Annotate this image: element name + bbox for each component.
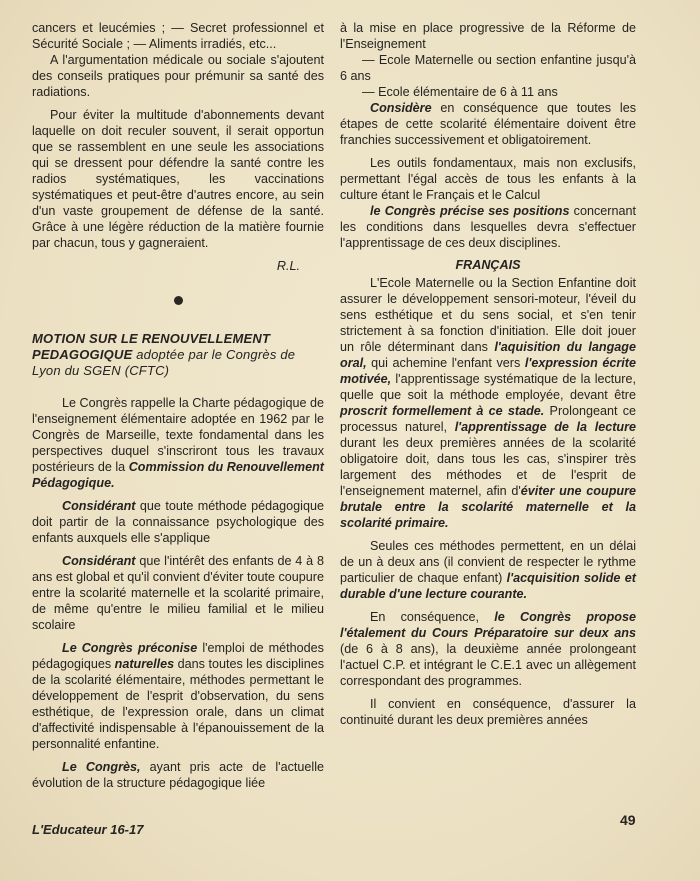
paragraph: A l'argumentation médicale ou sociale s'ajoutent des conseils pratiques pour prémunir sa santé des radiations. [32, 53, 324, 99]
emphasis: Considère [370, 101, 432, 115]
emphasis: éviter une coupure brutale entre la scolarité maternelle et la scolarité primaire. [340, 484, 636, 530]
paragraph [32, 498, 324, 546]
text: ayant pris acte de l'actuelle évolution de la structure pédagogique liée [32, 760, 324, 790]
emphasis: Commission du Renouvellement Pédagogique. [32, 460, 324, 490]
text: En conséquence, [370, 610, 495, 624]
emphasis: Considérant [62, 499, 136, 513]
paragraph: à la mise en place progressive de la Réforme de l'Enseignement [340, 21, 636, 51]
text: L'Ecole Maternelle ou la Section Enfantine doit assurer le développement sensori-moteur, l'éveil du sens esthétique et du sens social, et s'en tenir strictement à sa fonction d'initiation. Elle doit jouer un rôle déterminant dans [340, 276, 636, 354]
paragraph [340, 100, 636, 148]
text: qui achemine l'enfant vers [366, 356, 525, 370]
text: Seules ces méthodes permettent, en un délai de un à deux ans (il convient de respecter le rythme particulier de chaque enfant) [340, 539, 636, 585]
motion-subtitle: adoptée par le Congrès de Lyon du SGEN (CFTC) [32, 347, 296, 378]
left-column [32, 20, 324, 791]
paragraph: Il convient en conséquence, d'assurer la continuité durant les deux premières années [340, 697, 636, 727]
paragraph [340, 275, 636, 531]
emphasis: naturelles [114, 657, 175, 671]
text: l'emploi de méthodes pédagogiques [32, 641, 324, 671]
text: concernant les conditions dans lesquelles devra s'effectuer l'apprentissage de ces deux disciplines. [340, 204, 636, 250]
emphasis: l'acquisition solide et durable d'une lecture courante. [340, 571, 636, 601]
paragraph: cancers et leucémies ; — Secret professionnel et Sécurité Sociale ; — Aliments irradiés, etc... [32, 21, 324, 51]
text: que toute méthode pédagogique doit partir de la connaissance psychologique des enfants auxquels elle s'applique [32, 499, 324, 545]
paragraph [340, 203, 636, 251]
emphasis: l'expression écrite motivée, [340, 356, 636, 386]
journal-name: L'Educateur 16-17 [32, 822, 144, 837]
text: Prolongeant ce processus naturel, [340, 404, 636, 434]
list-item: — Ecole élémentaire de 6 à 11 ans [362, 85, 558, 99]
emphasis: l'aquisition du langage oral, [340, 340, 636, 370]
paragraph [340, 609, 636, 689]
text: que l'intérêt des enfants de 4 à 8 ans est global et qu'il convient d'éviter toute coupure entre la scolarité maternelle et la scolarité primaire, de même qu'entre le milieu familial et le milieu scolaire [32, 554, 324, 632]
paragraph [32, 395, 324, 491]
emphasis: Considérant [62, 554, 136, 568]
text: Le Congrès rappelle la Charte pédagogique de l'enseignement élémentaire adoptée en 1962 par le Congrès de Marseille, texte fondamental dans les perspectives duquel s'inscriront tous les travaux postérieurs de la [32, 396, 324, 474]
list-item: — Ecole Maternelle ou section enfantine jusqu'à 6 ans [340, 53, 636, 83]
emphasis: Le Congrès préconise [62, 641, 198, 655]
emphasis: Le Congrès, [62, 760, 141, 774]
section-heading: FRANÇAIS [455, 258, 521, 272]
text: l'apprentissage systématique de la lecture, quelle que soit la méthode employée, devant être [340, 372, 636, 402]
motion-title: MOTION SUR LE RENOUVELLEMENT PEDAGOGIQUE [32, 331, 271, 362]
bullet-separator-icon [174, 296, 183, 305]
paragraph [340, 538, 636, 602]
paragraph [32, 640, 324, 752]
paragraph: Pour éviter la multitude d'abonnements devant laquelle on doit reculer souvent, il serait opportun que se rassemblent en une seule les associations qui se dressent pour défendre la santé contre les radios systématiques, les vaccinations systématiques et peut-être d'autres encore, au sein d'un vaste groupement de défense de la santé. Grâce à une légère réduction de la matière fournie par chacun, tous y gagneraient. [32, 108, 324, 250]
author-signature: R.L. [276, 259, 300, 273]
text: dans toutes les disciplines de la scolarité élémentaire, méthodes permettant le développement de l'esprit d'observation, du sens esthétique, de l'expression orale, dans un climat d'affectivité indispensable à l'épanouissement de la personnalité enfantine. [32, 657, 325, 751]
text: (de 6 à 8 ans), la deuxième année prolongeant l'actuel C.P. et intégrant le C.E.1 avec un allègement correspondant des programmes. [340, 642, 636, 688]
text: durant les deux premières années de la scolarité obligatoire doit, dans tous les cas, s'inspirer très largement des méthodes et de l'esprit de l'enseignement maternel, afin d' [340, 436, 636, 498]
paragraph [32, 759, 324, 791]
emphasis: le Congrès précise ses positions [370, 204, 570, 218]
text: en conséquence que toutes les étapes de cette scolarité élémentaire doivent être franchies successivement et obligatoirement. [340, 101, 636, 147]
emphasis: l'apprentissage de la lecture [454, 420, 636, 434]
motion-heading [32, 331, 324, 379]
right-column [340, 20, 636, 728]
emphasis: le Congrès propose l'étalement du Cours Préparatoire sur deux ans [340, 610, 636, 640]
paragraph [32, 553, 324, 633]
paragraph: Les outils fondamentaux, mais non exclusifs, permettant l'égal accès de tous les enfants à la culture étant le Français et le Calcul [340, 156, 636, 202]
page-number: 49 [620, 812, 636, 828]
emphasis: proscrit formellement à ce stade. [340, 404, 545, 418]
